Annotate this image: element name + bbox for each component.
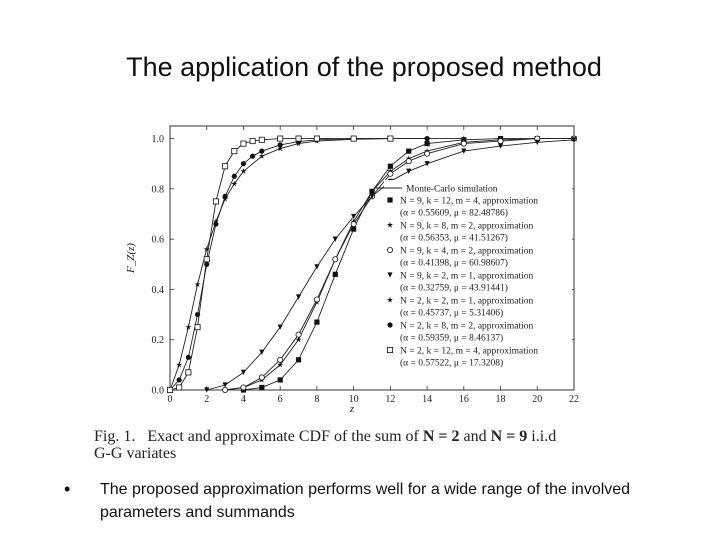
data-point [296,294,301,299]
data-point [250,154,255,159]
data-point [259,385,264,390]
data-point [278,377,283,382]
legend-marker [387,197,392,202]
x-tick-label: 2 [204,394,210,405]
x-tick-label: 22 [569,394,579,405]
data-point [240,168,246,174]
legend-param: (α = 0.32759, μ = 43.91441) [400,283,508,294]
legend-label: N = 2, k = 12, m = 4, approximation [400,346,538,357]
data-point [213,199,218,204]
legend-marker [387,347,392,352]
data-point [222,164,227,169]
legend-header: Monte-Carlo simulation [406,184,498,195]
data-point [186,370,191,375]
data-point [278,136,283,141]
x-tick-label: 6 [277,394,283,405]
data-point [333,272,338,277]
data-point [424,141,429,146]
y-tick-label: 1.0 [151,134,164,146]
x-tick-label: 20 [532,394,543,405]
data-point [250,138,255,143]
caption-and: and [463,428,487,445]
legend-param: (α = 0.41398, μ = 60.98607) [400,258,508,269]
data-point [241,141,246,146]
data-point [424,161,429,166]
data-point [213,221,218,226]
data-point [259,137,264,142]
bullet-text: The proposed approximation performs well for a wide range of the involved parameters and summands [100,481,631,521]
legend-label: N = 9, k = 12, m = 4, approximation [400,196,538,207]
data-point [296,332,301,337]
data-point [278,142,283,147]
data-point [177,385,182,390]
caption-text-b: i.i.d [531,428,557,445]
data-point [333,257,338,262]
y-tick-label: 0.0 [151,385,164,397]
data-point [333,237,338,242]
data-point [406,169,411,174]
data-point [222,382,227,387]
figure-caption [94,428,614,462]
data-point [177,377,182,382]
data-point [241,385,246,390]
caption-line2: G-G variates [94,445,177,462]
y-tick-label: 0.4 [151,284,164,296]
slide-title: The application of the proposed method [126,52,602,82]
x-tick-label: 8 [314,394,320,405]
x-tick-label: 0 [167,394,173,405]
data-point [388,171,393,176]
legend-label: N = 9, k = 8, m = 2, approximation [400,221,534,232]
data-point [241,161,246,166]
caption-text-a: Exact and approximate CDF of the sum of [147,428,419,445]
data-point [204,262,209,267]
data-point [351,136,356,141]
data-point [461,141,466,146]
x-axis-label: z [349,403,355,415]
legend-label: N = 2, k = 8, m = 2, approximation [400,321,534,332]
data-point [204,257,209,262]
data-point [314,320,319,325]
figure-panel [92,118,592,473]
data-point [314,264,319,269]
cdf-chart [92,118,592,418]
data-point [388,136,393,141]
data-point [406,149,411,154]
legend-param: (α = 0.45737, μ = 5.31406) [400,308,504,319]
data-point [424,136,429,141]
bullet-icon: • [64,479,71,499]
data-point [314,136,319,141]
legend-marker [387,322,392,327]
caption-n9: N = 9 [490,428,528,445]
data-point [296,357,301,362]
y-tick-label: 0.6 [151,234,164,246]
data-point [388,164,393,169]
data-point [222,194,227,199]
legend-param: (α = 0.56353, μ = 41.51267) [400,233,508,244]
x-tick-label: 16 [458,394,469,405]
legend-param: (α = 0.59359, μ = 8.46137) [400,333,504,344]
legend-label: N = 9, k = 2, m = 1, approximation [400,271,534,282]
data-point [424,151,429,156]
caption-n2: N = 2 [422,428,460,445]
legend-label: N = 2, k = 2, m = 1, approximation [400,296,534,307]
data-point [351,221,356,226]
legend-marker [387,247,392,252]
data-point [314,297,319,302]
y-tick-label: 0.8 [151,184,164,196]
x-tick-label: 4 [240,394,246,405]
data-point [232,149,237,154]
legend-label: N = 9, k = 4, m = 2, approximation [400,246,534,257]
caption-fig-label: Fig. 1. [94,428,136,445]
x-tick-label: 14 [422,394,433,405]
data-point [176,362,182,368]
data-point [259,149,264,154]
data-point [278,357,283,362]
data-point [406,159,411,164]
legend-param: (α = 0.55609, μ = 82.48786) [400,208,508,219]
data-point [167,387,172,392]
y-axis-label: F_Z(z) [125,243,137,273]
data-point [296,136,301,141]
x-tick-label: 18 [495,394,506,405]
data-point [195,325,200,330]
x-tick-label: 12 [385,394,396,405]
data-point [259,375,264,380]
x-tick-label: 10 [348,394,359,405]
data-point [186,355,191,360]
data-point [222,387,227,392]
legend-param: (α = 0.57522, μ = 17.3208) [400,358,504,369]
y-tick-label: 0.2 [151,335,164,347]
data-point [498,138,503,143]
data-point [232,174,237,179]
